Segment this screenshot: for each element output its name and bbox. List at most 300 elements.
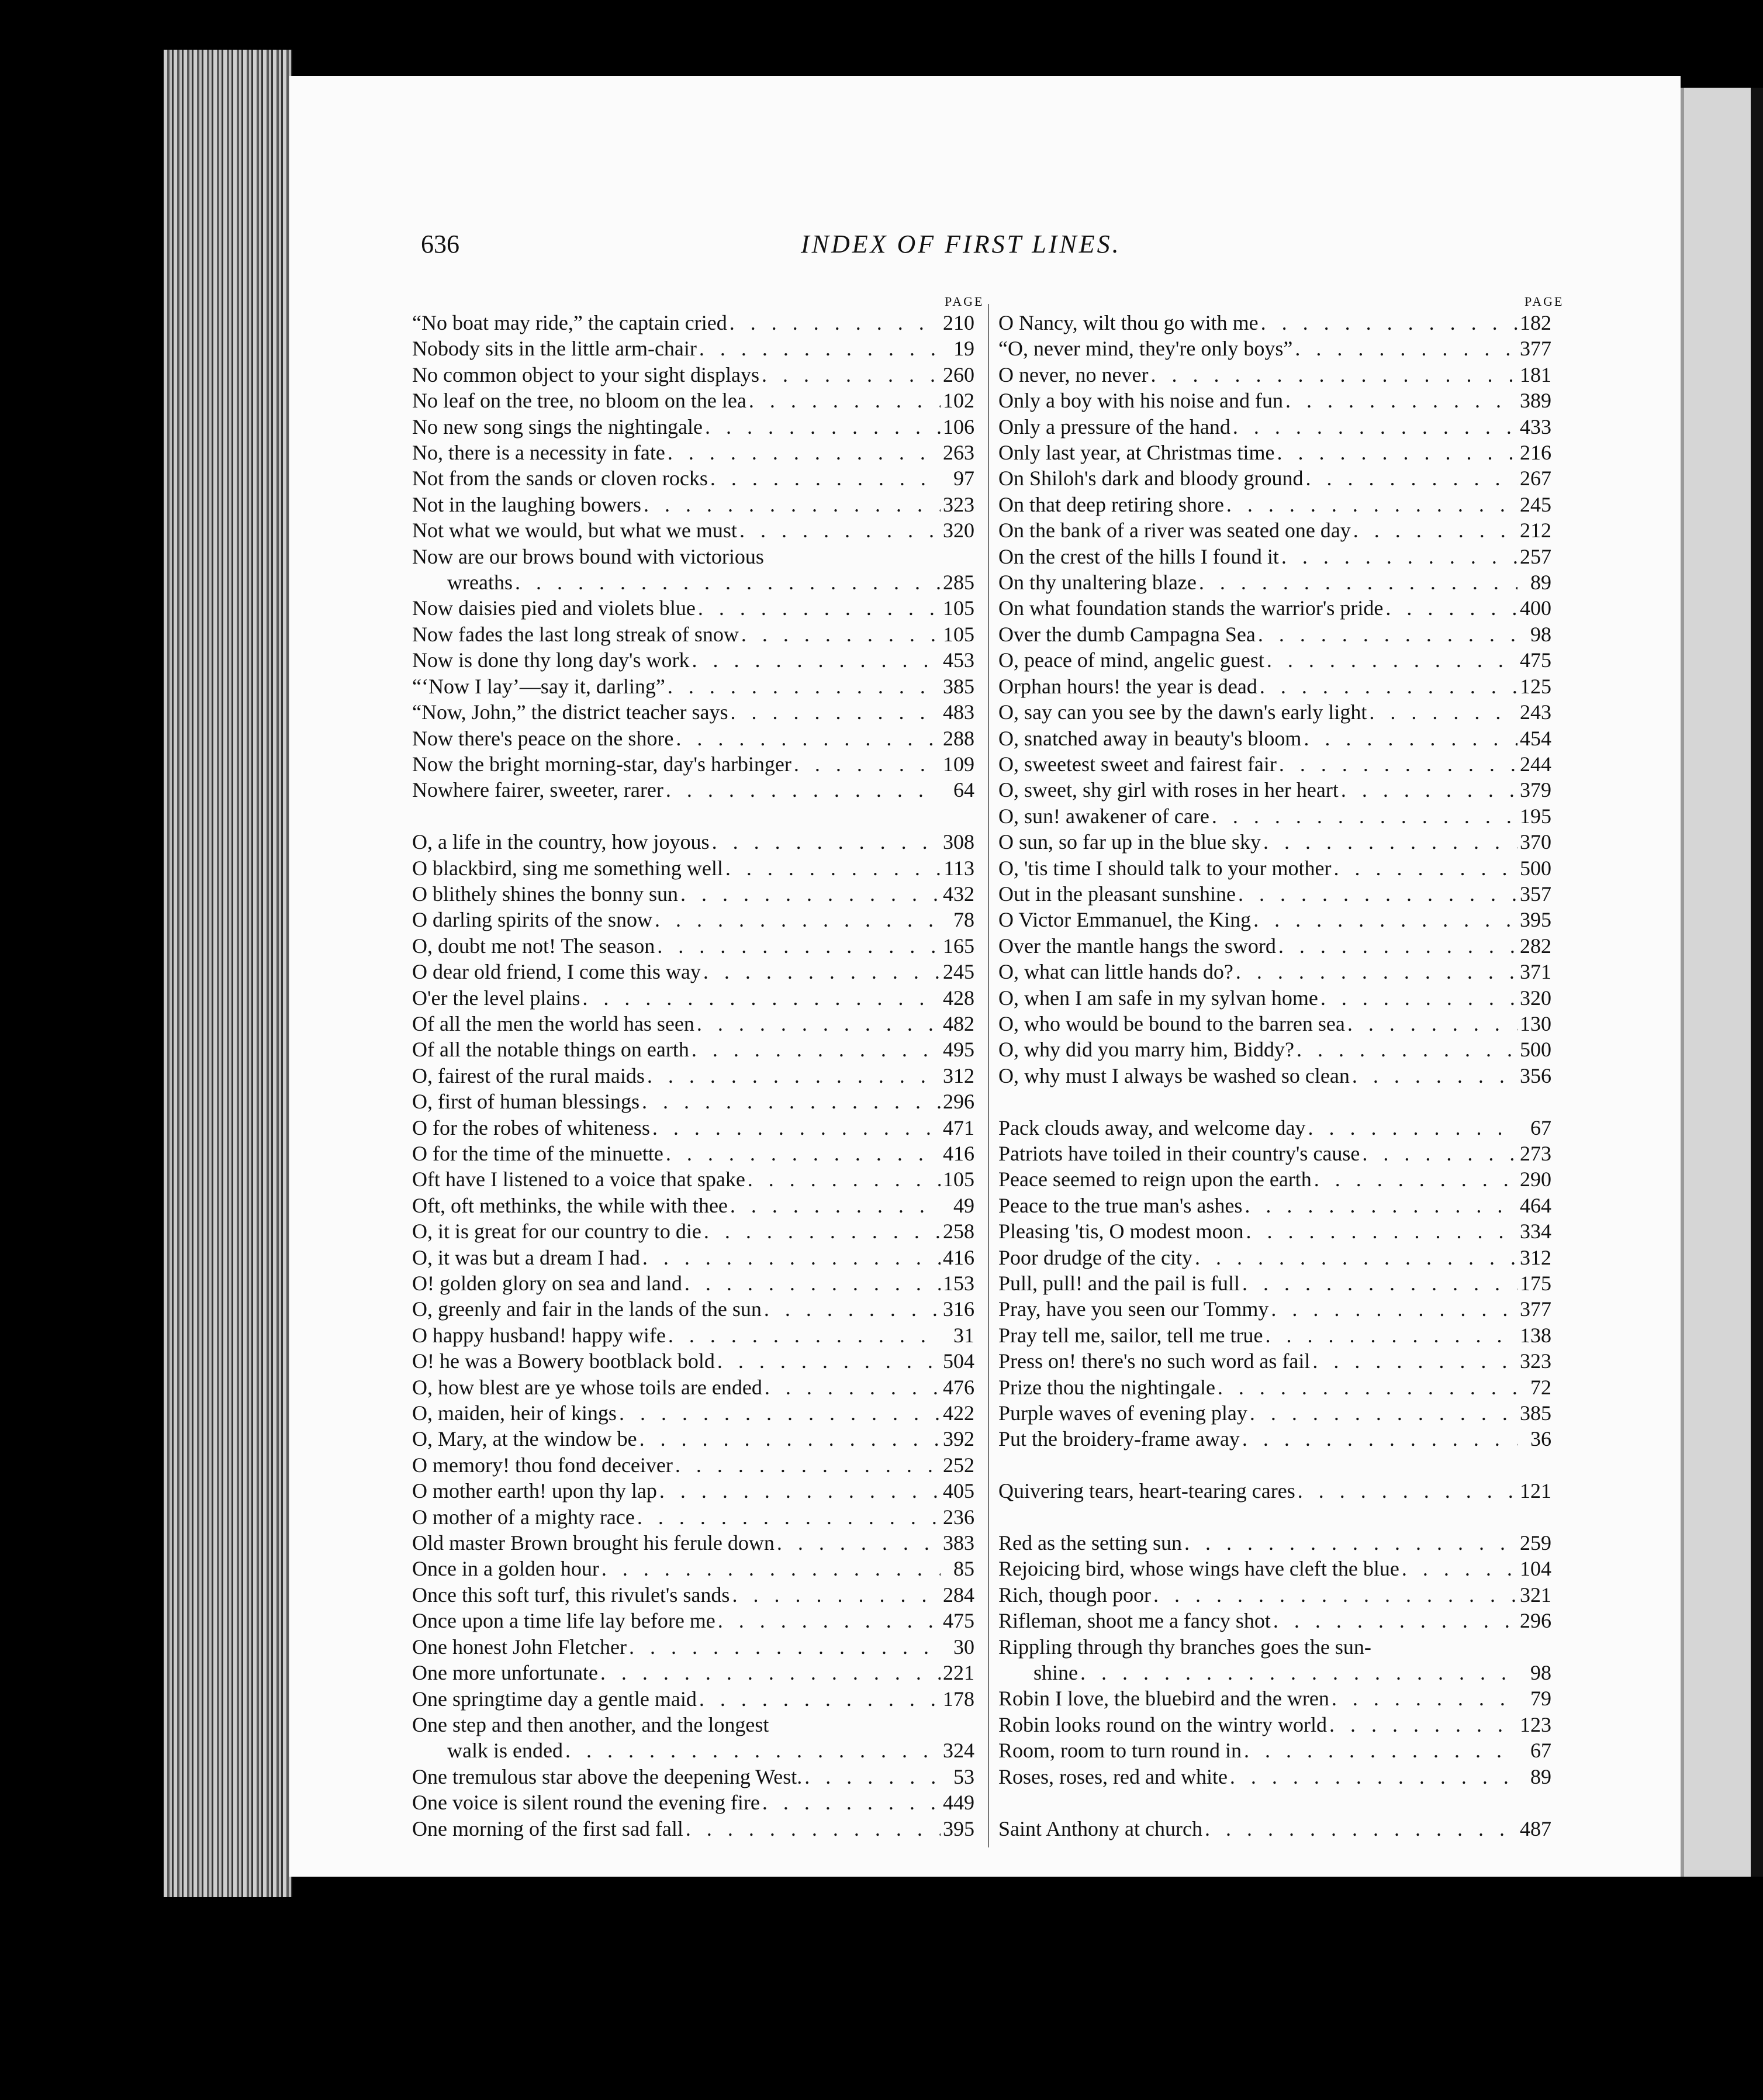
first-line-text: Over the dumb Campagna Sea (998, 622, 1256, 646)
page-reference: 288 (943, 726, 974, 750)
index-entry (998, 726, 1551, 751)
page-reference: 19 (953, 337, 974, 361)
first-line-text: Purple waves of evening play (998, 1401, 1247, 1425)
dot-leader (665, 673, 941, 699)
page-title: INDEX OF FIRST LINES. (801, 230, 1121, 258)
dot-leader (739, 621, 941, 647)
page-reference: 49 (953, 1193, 974, 1217)
index-entry (998, 1582, 1551, 1608)
first-line-text: On that deep retiring shore (998, 492, 1224, 516)
first-line-text: O, Mary, at the window be (412, 1427, 637, 1451)
dot-leader (1350, 1063, 1517, 1089)
dot-leader (701, 959, 941, 985)
first-line-text: O blackbird, sing me something well (412, 856, 723, 880)
page-reference: 104 (1520, 1557, 1551, 1581)
index-entry (998, 595, 1551, 621)
first-line-text: O, it was but a dream I had (412, 1245, 640, 1269)
index-entry (998, 517, 1551, 543)
dot-leader (645, 1063, 941, 1089)
index-entry (412, 1037, 974, 1062)
page-reference: 78 (953, 908, 974, 932)
index-entry (412, 1193, 974, 1218)
page-reference: 106 (943, 415, 974, 438)
first-line-text: Not in the laughing bowers (412, 492, 641, 516)
dot-leader (727, 310, 941, 336)
page-reference: 377 (1520, 337, 1551, 361)
dot-leader (802, 1764, 941, 1790)
first-line-text: O'er the level plains (412, 986, 580, 1010)
index-entry (412, 985, 974, 1011)
first-line-text: O for the robes of whiteness (412, 1115, 650, 1139)
index-entry (998, 465, 1551, 491)
index-entry (412, 829, 974, 855)
dot-leader (657, 1478, 941, 1504)
first-line-text: One morning of the first sad fall (412, 1816, 683, 1840)
section-gap (998, 1790, 1551, 1815)
index-entry (998, 699, 1551, 725)
dot-leader (791, 751, 941, 777)
index-entry (998, 1685, 1551, 1711)
page-reference: 97 (953, 467, 974, 491)
dot-leader (617, 1400, 941, 1426)
page-reference: 64 (953, 778, 974, 802)
dot-leader (563, 1738, 941, 1763)
page-reference: 296 (943, 1090, 974, 1114)
first-line-text: shine (1033, 1661, 1078, 1685)
first-line-text: O Nancy, wilt thou go with me (998, 311, 1259, 334)
dot-leader (663, 777, 941, 803)
page-reference: 416 (943, 1141, 974, 1165)
dot-leader (1305, 1115, 1517, 1141)
first-line-text: Not what we would, but what we must (412, 519, 737, 543)
section-gap (998, 1089, 1551, 1114)
first-line-text: Only a boy with his noise and fun (998, 389, 1283, 413)
first-line-text: O, sweet, shy girl with roses in her heart (998, 778, 1339, 802)
index-entry (412, 362, 974, 388)
page-reference: 324 (943, 1739, 974, 1763)
index-entry (998, 1270, 1551, 1296)
index-entry (998, 985, 1551, 1011)
page-reference: 320 (1520, 986, 1551, 1010)
page-reference: 79 (1530, 1687, 1551, 1711)
first-line-text: O, doubt me not! The season (412, 934, 655, 958)
dot-leader (1209, 803, 1517, 829)
index-entry (998, 1037, 1551, 1062)
first-line-text: Now are our brows bound with victorious (412, 544, 764, 568)
page-reference: 165 (943, 934, 974, 958)
first-line-text: Once in a golden hour (412, 1557, 599, 1581)
dot-leader (1257, 673, 1517, 699)
dot-leader (652, 907, 941, 932)
page-reference: 53 (953, 1764, 974, 1788)
index-entry (412, 1816, 974, 1842)
first-line-text: Nowhere fairer, sweeter, rarer (412, 778, 663, 802)
page-reference: 236 (943, 1505, 974, 1529)
dot-leader (1303, 465, 1517, 491)
page-reference: 500 (1520, 856, 1551, 880)
page-reference: 105 (943, 596, 974, 620)
page-reference: 123 (1520, 1712, 1551, 1736)
page-reference: 389 (1520, 389, 1551, 413)
page-reference: 471 (943, 1115, 974, 1139)
index-entry (998, 855, 1551, 881)
page-reference: 475 (943, 1609, 974, 1633)
first-line-text: Pray, have you seen our Tommy (998, 1297, 1269, 1321)
first-line-text: One step and then another, and the longest (412, 1712, 769, 1736)
first-line-text: Now the bright morning-star, day's harbinger (412, 752, 791, 776)
page-reference: 105 (943, 622, 974, 646)
first-line-text: O, fairest of the rural maids (412, 1063, 645, 1087)
first-line-text: Oft, oft methinks, the while with thee (412, 1193, 728, 1217)
page-reference: 244 (1520, 752, 1551, 776)
first-line-text: One springtime day a gentle maid (412, 1687, 697, 1711)
dot-leader (697, 336, 941, 361)
first-line-text: O, greenly and fair in the lands of the sun (412, 1297, 762, 1321)
first-line-text: Rejoicing bird, whose wings have cleft the blue (998, 1557, 1399, 1581)
index-entry (412, 465, 974, 491)
index-entry (998, 1063, 1551, 1089)
page-reference: 400 (1520, 596, 1551, 620)
index-entry (412, 544, 974, 569)
page-reference: 476 (943, 1375, 974, 1399)
page-reference: 195 (1520, 804, 1551, 828)
dot-leader (1259, 310, 1517, 336)
dot-leader (689, 647, 941, 673)
index-entry (412, 933, 974, 959)
first-line-text: O! he was a Bowery bootblack bold (412, 1349, 715, 1373)
dot-leader (1240, 1270, 1517, 1296)
first-line-text: O dear old friend, I come this way (412, 960, 701, 984)
first-line-text: One voice is silent round the evening fire (412, 1791, 760, 1815)
dot-leader (1318, 985, 1517, 1011)
first-line-text: O, first of human blessings (412, 1090, 639, 1114)
first-line-text: On Shiloh's dark and bloody ground (998, 467, 1304, 491)
page-reference: 212 (1520, 519, 1551, 543)
book-page-edges (164, 50, 292, 1897)
first-line-text: One tremulous star above the deepening West. (412, 1764, 803, 1788)
index-column-right (998, 310, 1551, 1842)
index-entry (998, 414, 1551, 440)
dot-leader (639, 1089, 941, 1114)
index-entry (412, 310, 974, 336)
index-entry (412, 959, 974, 985)
index-entry (998, 621, 1551, 647)
first-line-text: O darling spirits of the snow (412, 908, 652, 932)
dot-leader (1242, 1738, 1517, 1763)
dot-leader (598, 1660, 941, 1685)
first-line-text: O happy husband! happy wife (412, 1323, 666, 1347)
index-entry (998, 1322, 1551, 1348)
first-line-text: O, sun! awakener of care (998, 804, 1209, 828)
page-reference: 257 (1520, 544, 1551, 568)
page-reference: 296 (1520, 1609, 1551, 1633)
dot-leader (715, 1608, 941, 1633)
index-entry (998, 907, 1551, 932)
index-entry (998, 1634, 1551, 1660)
dot-leader (1345, 1011, 1517, 1037)
page-reference: 312 (1520, 1245, 1551, 1269)
dot-leader (1261, 829, 1517, 855)
right-border (1751, 88, 1763, 1877)
first-line-text: O, snatched away in beauty's bloom (998, 726, 1302, 750)
index-entry (998, 1556, 1551, 1581)
page-reference: 422 (943, 1401, 974, 1425)
page-reference: 464 (1520, 1193, 1551, 1217)
dot-leader (1243, 1218, 1517, 1244)
first-line-text: Not from the sands or cloven rocks (412, 467, 708, 491)
first-line-text: No new song sings the nightingale (412, 415, 703, 438)
first-line-text: Poor drudge of the city (998, 1245, 1192, 1269)
first-line-text: Once this soft turf, this rivulet's sands (412, 1583, 730, 1607)
first-line-text: Peace seemed to reign upon the earth (998, 1168, 1312, 1191)
index-entry (412, 751, 974, 777)
first-line-text: O, a life in the country, how joyous (412, 830, 710, 854)
page-reference: 263 (943, 441, 974, 465)
dot-leader (1197, 569, 1517, 595)
dot-leader (1351, 517, 1517, 543)
page-reference: 98 (1530, 1661, 1551, 1685)
dot-leader (1274, 440, 1517, 465)
first-line-text: O never, no never (998, 362, 1149, 386)
index-entry (998, 492, 1551, 517)
page-reference: 130 (1520, 1011, 1551, 1035)
page-reference: 482 (943, 1011, 974, 1035)
first-line-text: Only last year, at Christmas time (998, 441, 1275, 465)
first-line-text: “O, never mind, they're only boys” (998, 337, 1293, 361)
page-reference: 260 (943, 362, 974, 386)
dot-leader (1192, 1245, 1517, 1270)
first-line-text: Orphan hours! the year is dead (998, 674, 1257, 698)
dot-leader (1230, 414, 1517, 440)
dot-leader (1294, 1037, 1517, 1062)
index-entry (998, 1764, 1551, 1790)
page-reference: 243 (1520, 700, 1551, 724)
first-line-text: O, it is great for our country to die (412, 1220, 701, 1244)
first-line-text: On the crest of the hills I found it (998, 544, 1279, 568)
first-line-text: Old master Brown brought his ferule down (412, 1531, 775, 1555)
index-entry (412, 1089, 974, 1114)
index-entry (412, 1764, 974, 1790)
page-number: 636 (421, 230, 459, 258)
index-entry (998, 881, 1551, 907)
index-entry (998, 1115, 1551, 1141)
first-line-text: “No boat may ride,” the captain cried (412, 311, 727, 334)
index-entry (998, 1296, 1551, 1322)
page-reference: 356 (1520, 1063, 1551, 1087)
dot-leader (1151, 1582, 1517, 1608)
first-line-text: wreaths (447, 571, 513, 595)
index-entry (412, 1530, 974, 1556)
dot-leader (689, 1037, 941, 1062)
page-reference: 267 (1520, 467, 1551, 491)
first-line-text: One honest John Fletcher (412, 1635, 627, 1659)
page-reference: 371 (1520, 960, 1551, 984)
first-line-text: Roses, roses, red and white (998, 1764, 1228, 1788)
dot-leader (775, 1530, 941, 1556)
first-line-text: Saint Anthony at church (998, 1816, 1202, 1840)
index-entry (998, 1816, 1551, 1842)
page-reference: 181 (1520, 362, 1551, 386)
index-entry (998, 336, 1551, 361)
dot-leader (746, 388, 941, 413)
first-line-text: Robin looks round on the wintry world (998, 1712, 1327, 1736)
dot-leader (1279, 544, 1517, 569)
dot-leader (678, 881, 941, 907)
page-reference: 487 (1520, 1816, 1551, 1840)
dot-leader (696, 595, 941, 621)
page-reference: 138 (1520, 1323, 1551, 1347)
index-entry (412, 1634, 974, 1660)
dot-leader (697, 1686, 941, 1712)
index-entry (412, 855, 974, 881)
dot-leader (1247, 1400, 1517, 1426)
first-line-text: Once upon a time life lay before me (412, 1609, 715, 1633)
first-line-text: “Now, John,” the district teacher says (412, 700, 728, 724)
index-entry (998, 1218, 1551, 1244)
dot-leader (673, 1452, 941, 1478)
index-entry (412, 907, 974, 932)
index-entry (412, 1166, 974, 1192)
page-reference: 216 (1520, 441, 1551, 465)
dot-leader (1240, 1426, 1517, 1452)
dot-leader (762, 1296, 941, 1322)
dot-leader (513, 569, 941, 595)
index-entry (412, 1245, 974, 1270)
first-line-text: O, who would be bound to the barren sea (998, 1011, 1345, 1035)
index-entry (412, 440, 974, 465)
dot-leader (1233, 959, 1517, 985)
first-line-text: Pack clouds away, and welcome day (998, 1115, 1306, 1139)
first-line-text: O mother earth! upon thy lap (412, 1479, 657, 1503)
dot-leader (723, 855, 941, 881)
first-line-text: O blithely shines the bonny sun (412, 882, 678, 906)
dot-leader (759, 362, 941, 388)
page-reference: 323 (1520, 1349, 1551, 1373)
page-column-label-left: PAGE (945, 294, 984, 309)
index-entry (412, 1608, 974, 1633)
first-line-text: O memory! thou fond deceiver (412, 1453, 673, 1477)
dot-leader (1236, 881, 1517, 907)
first-line-text: O! golden glory on sea and land (412, 1272, 682, 1296)
page-reference: 153 (943, 1272, 974, 1296)
first-line-text: O, how blest are ye whose toils are ended (412, 1375, 762, 1399)
dot-leader (730, 1582, 941, 1608)
index-entry (412, 517, 974, 543)
page-reference: 102 (943, 389, 974, 413)
dot-leader (708, 465, 941, 491)
index-entry (412, 647, 974, 673)
first-line-text: walk is ended (447, 1739, 563, 1763)
page-reference: 182 (1520, 311, 1551, 334)
first-line-text: O, sweetest sweet and fairest fair (998, 752, 1277, 776)
page-reference: 416 (943, 1245, 974, 1269)
dot-leader (1148, 362, 1517, 388)
index-entry (412, 1738, 974, 1763)
page-reference: 500 (1520, 1038, 1551, 1062)
index-entry (412, 1426, 974, 1452)
page-reference: 178 (943, 1687, 974, 1711)
dot-leader (637, 1426, 941, 1452)
dot-leader (1283, 388, 1517, 413)
page-reference: 504 (943, 1349, 974, 1373)
first-line-text: O sun, so far up in the blue sky (998, 830, 1261, 854)
page-reference: 449 (943, 1791, 974, 1815)
page-reference: 175 (1520, 1272, 1551, 1296)
index-entry (412, 1141, 974, 1166)
index-entry (412, 1063, 974, 1089)
index-entry (412, 673, 974, 699)
page-reference: 495 (943, 1038, 974, 1062)
first-line-text: Press on! there's no such word as fail (998, 1349, 1311, 1373)
index-entry (412, 1504, 974, 1530)
index-entry (412, 777, 974, 803)
dot-leader (1078, 1660, 1517, 1685)
page-reference: 357 (1520, 882, 1551, 906)
page-reference: 321 (1520, 1583, 1551, 1607)
facing-page-edge (1681, 88, 1754, 1877)
first-line-text: On what foundation stands the warrior's pride (998, 596, 1384, 620)
dot-leader (762, 1374, 941, 1400)
dot-leader (715, 1348, 941, 1374)
first-line-text: Over the mantle hangs the sword (998, 934, 1276, 958)
dot-leader (701, 1218, 941, 1244)
dot-leader (1182, 1530, 1517, 1556)
index-column-left (412, 310, 974, 1842)
page-reference: 282 (1520, 934, 1551, 958)
page-reference: 323 (943, 492, 974, 516)
first-line-text: O mother of a mighty race (412, 1505, 635, 1529)
dot-leader (703, 414, 941, 440)
page-reference: 316 (943, 1297, 974, 1321)
dot-leader (1268, 1296, 1517, 1322)
dot-leader (1292, 336, 1517, 361)
page-reference: 385 (1520, 1401, 1551, 1425)
dot-leader (580, 985, 941, 1011)
page-reference: 273 (1520, 1141, 1551, 1165)
first-line-text: Now there's peace on the shore (412, 726, 674, 750)
dot-leader (1339, 777, 1517, 803)
dot-leader (1399, 1556, 1517, 1581)
page-reference: 475 (1520, 648, 1551, 672)
index-entry (998, 673, 1551, 699)
page-reference: 385 (943, 674, 974, 698)
index-entry (998, 1011, 1551, 1037)
first-line-text: Rifleman, shoot me a fancy shot (998, 1609, 1271, 1633)
page-reference: 312 (943, 1063, 974, 1087)
first-line-text: O, peace of mind, angelic guest (998, 648, 1264, 672)
index-entry (998, 1608, 1551, 1633)
dot-leader (1276, 933, 1517, 959)
first-line-text: No common object to your sight displays (412, 362, 759, 386)
index-entry (998, 544, 1551, 569)
page-reference: 72 (1530, 1375, 1551, 1399)
index-entry (998, 1166, 1551, 1192)
index-entry (998, 1478, 1551, 1504)
dot-leader (728, 1193, 941, 1218)
page-reference: 379 (1520, 778, 1551, 802)
first-line-text: Nobody sits in the little arm-chair (412, 337, 697, 361)
index-entry (412, 569, 974, 595)
page-reference: 210 (943, 311, 974, 334)
page-reference: 284 (943, 1583, 974, 1607)
dot-leader (1251, 907, 1517, 932)
page-reference: 259 (1520, 1531, 1551, 1555)
index-entry (412, 726, 974, 751)
page-reference: 377 (1520, 1297, 1551, 1321)
first-line-text: O for the time of the minuette (412, 1141, 663, 1165)
dot-leader (1256, 621, 1517, 647)
index-entry (412, 1556, 974, 1581)
